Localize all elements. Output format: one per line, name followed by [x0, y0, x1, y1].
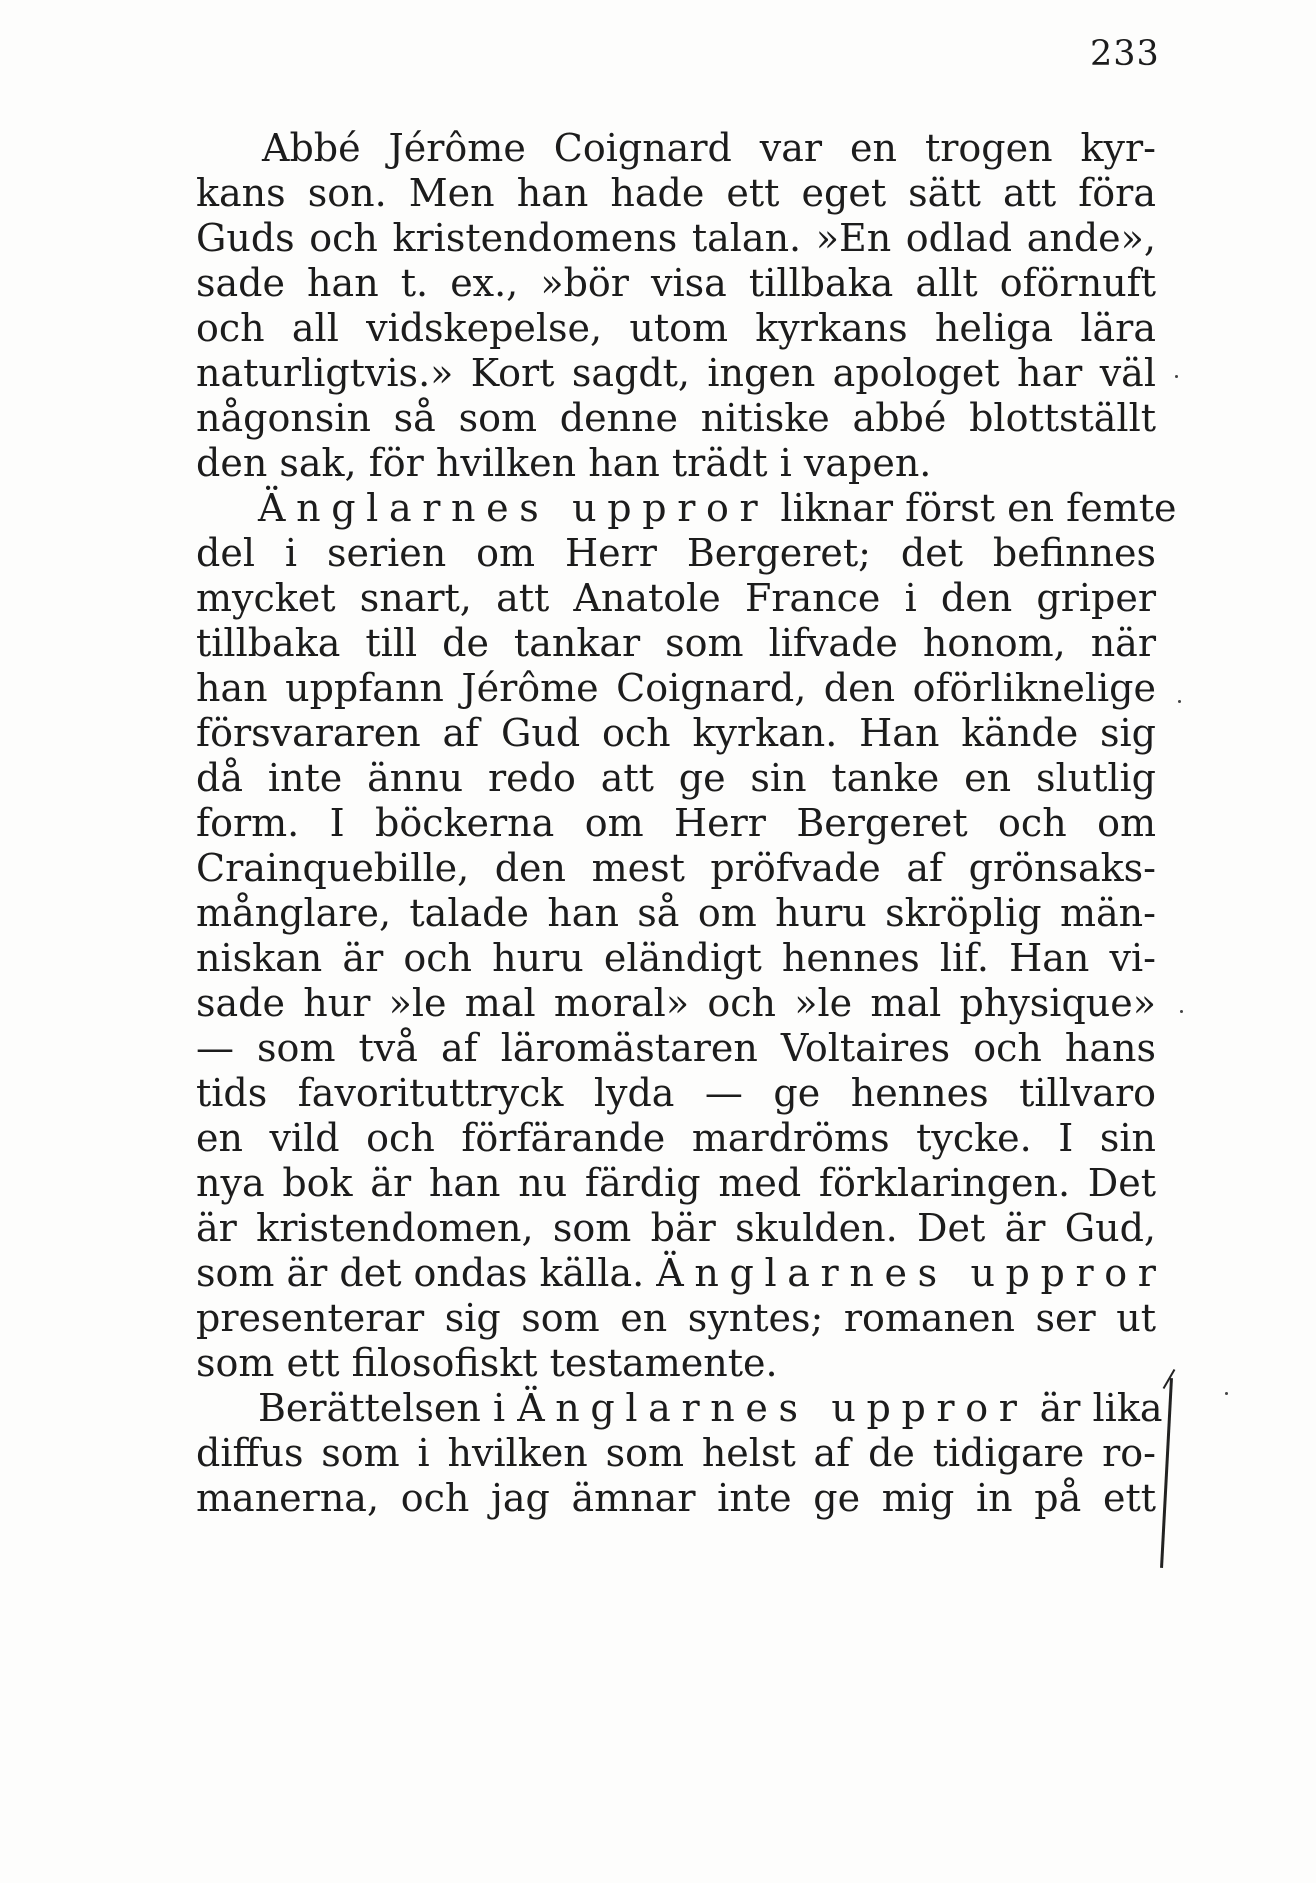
text-line: diffus som i hvilken som helst af de tidigare ro-: [196, 1431, 1156, 1475]
text-line: manerna, och jag ämnar inte ge mig in på ett: [196, 1476, 1156, 1520]
text-line: den sak, för hvilken han trädt i vapen.: [196, 441, 932, 485]
text-line: då inte ännu redo att ge sin tanke en slutlig: [196, 756, 1156, 800]
text-line: tillbaka till de tankar som lifvade honom, när: [196, 621, 1156, 665]
text-line: — som två af läromästaren Voltaires och hans: [196, 1026, 1156, 1070]
spaced-title: Änglarnes uppror: [517, 1386, 1028, 1430]
text-line: som är det ondas källa. Änglarnes uppror: [196, 1251, 1167, 1295]
text-line: är kristendomen, som bär skulden. Det är Gud,: [196, 1206, 1156, 1250]
text-line: någonsin så som denne nitiske abbé blottställt: [196, 396, 1156, 440]
text-line: form. I böckerna om Herr Bergeret och om: [196, 801, 1156, 845]
text-line: mycket snart, att Anatole France i den griper: [196, 576, 1156, 620]
spaced-title: Änglarnes uppror: [258, 486, 769, 530]
spaced-title: Änglarnes uppror: [656, 1251, 1167, 1295]
margin-speck: [1178, 700, 1181, 703]
text-line: sade hur »le mal moral» och »le mal physique»: [196, 981, 1156, 1025]
page-number: 233: [1090, 34, 1160, 74]
text-line: som ett filosofiskt testamente.: [196, 1341, 778, 1385]
margin-speck: [1225, 1392, 1228, 1395]
text-line: nya bok är han nu färdig med förklaringen. Det: [196, 1161, 1156, 1205]
text-line: en vild och förfärande mardröms tycke. I sin: [196, 1116, 1156, 1160]
text-line: han uppfann Jérôme Coignard, den oförliknelige: [196, 666, 1156, 710]
text-line: Abbé Jérôme Coignard var en trogen kyr-: [262, 126, 1156, 170]
text-line: sade han t. ex., »bör visa tillbaka allt oförnuft: [196, 261, 1156, 305]
text-line: Guds och kristendomens talan. »En odlad ande»,: [196, 216, 1156, 260]
margin-speck: [1180, 1010, 1183, 1013]
text-line: naturligtvis.» Kort sagdt, ingen apologet har väl: [196, 351, 1156, 395]
text-line: Berättelsen i Änglarnes uppror är lika: [258, 1386, 1163, 1430]
text-line: del i serien om Herr Bergeret; det befinnes: [196, 531, 1156, 575]
text-line: tids favorituttryck lyda — ge hennes tillvaro: [196, 1071, 1156, 1115]
text-line: kans son. Men han hade ett eget sätt att föra: [196, 171, 1156, 215]
text-line: månglare, talade han så om huru skröplig män-: [196, 891, 1156, 935]
text-line: Änglarnes uppror liknar först en femte: [258, 486, 1177, 530]
margin-speck: [1175, 375, 1178, 378]
text-line: försvararen af Gud och kyrkan. Han kände sig: [196, 711, 1156, 755]
text-line: niskan är och huru eländigt hennes lif. Han vi-: [196, 936, 1156, 980]
text-line: Crainquebille, den mest pröfvade af grönsaks-: [196, 846, 1156, 890]
text-line: presenterar sig som en syntes; romanen ser ut: [196, 1296, 1156, 1340]
text-line: och all vidskepelse, utom kyrkans heliga lära: [196, 306, 1156, 350]
